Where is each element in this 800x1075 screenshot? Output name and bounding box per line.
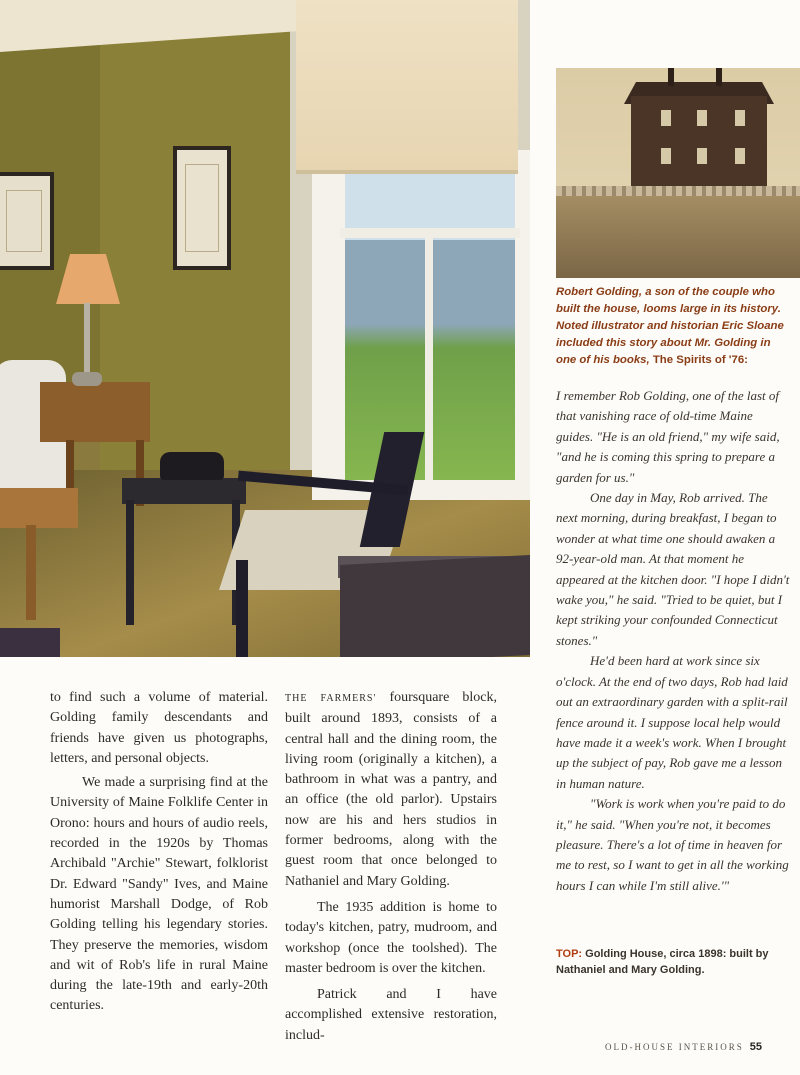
lamp-base — [72, 372, 102, 386]
quote-paragraph: I remember Rob Golding, one of the last of that vanishing race of old-time Maine guides. "He is an old friend," my wife said, "and he is coming this spring to prepare a garden for us." — [556, 388, 780, 485]
wooden-bench — [0, 488, 78, 528]
body-column-2 — [285, 688, 497, 1046]
inset-window — [661, 110, 671, 126]
body-paragraph: Patrick and I have accomplished extensive restoration, includ- — [285, 987, 497, 1043]
roller-shade — [296, 0, 518, 174]
folio — [605, 1041, 762, 1053]
chair-leg — [236, 560, 248, 657]
body-paragraph: foursquare block, built around 1893, consists of a central hall and the dining room, the living room (originally a kitchen), a bathroom in what was a pantry, and an office (the old parlor). Upstairs now are his and hers studios in former bedrooms, along with the guest room that once belonged to Nathaniel and Mary Golding. — [285, 690, 498, 889]
rotary-phone — [160, 452, 224, 480]
window-mullion — [425, 235, 433, 480]
quote-paragraph: He'd been hard at work since six o'clock. At the end of two days, Rob had laid out an extraordinary garden with a split-rail fence around it. I suppose local help would have made it a week's work. When I brought up the subject of pay, Rob gave me a lesson in human nature. — [556, 653, 788, 791]
inset-chimney — [716, 68, 722, 86]
framed-print-right — [173, 146, 231, 270]
body-column-1 — [50, 688, 268, 1017]
quote-paragraph: "Work is work when you're paid to do it," he said. "When you're not, it becomes pleasure. There's a lot of time in heaven for me to rest, so I want to get in all the working hours I can while I'm still alive.'" — [556, 796, 789, 893]
inset-stone-wall — [556, 186, 800, 196]
end-table — [40, 382, 150, 442]
phone-table — [122, 478, 246, 504]
inset-window — [735, 110, 745, 126]
body-paragraph: to find such a volume of material. Golding family descendants and friends have given us photographs, letters, and personal objects. — [50, 690, 268, 766]
framed-print-left — [0, 172, 54, 270]
rug — [0, 628, 60, 657]
bench-leg — [26, 525, 36, 620]
lamp-stem — [84, 303, 90, 379]
inset-chimney — [668, 68, 674, 86]
inset-window — [661, 148, 671, 164]
inset-window — [735, 148, 745, 164]
inset-ground — [556, 196, 800, 278]
sidebar-intro — [556, 284, 784, 369]
page-number: 55 — [749, 1041, 762, 1053]
sidebar-intro-text: Robert Golding, a son of the couple who built the house, looms large in its history. Noted illustrator and historian Eric Sloane included this story about Mr. Golding in one of his books, — [556, 286, 784, 366]
section-lead-in: THE FARMERS' — [285, 693, 377, 704]
dresser — [340, 555, 530, 657]
inset-house-photo — [556, 68, 800, 278]
photo-caption-text: Golding House, circa 1898: built by Nathaniel and Mary Golding. — [556, 948, 769, 976]
photo-caption — [556, 946, 792, 978]
sidebar-book-title: The Spirits of '76: — [652, 354, 748, 366]
inset-window — [697, 110, 707, 126]
photo-caption-lead: TOP: — [556, 948, 583, 960]
sidebar-quote — [556, 386, 792, 896]
body-paragraph: The 1935 addition is home to today's kitchen, patry, mudroom, and workshop (once the toolshed). The master bedroom is over the kitchen. — [285, 899, 497, 976]
room-photo — [0, 0, 530, 657]
publication-name: OLD-HOUSE INTERIORS — [605, 1042, 744, 1052]
phone-table-leg — [126, 500, 134, 625]
quote-paragraph: One day in May, Rob arrived. The next morning, during breakfast, I began to wonder at what time one should awaken a 92-year-old man. At that moment he appeared at the kitchen door. "I hope I didn't wake you," he said. "Tried to be quiet, but I kept striking your confounded Connecticut stones." — [556, 490, 790, 648]
body-paragraph: We made a surprising find at the University of Maine Folklife Center in Orono: hours and hours of audio reels, recorded in the 1920s by Thomas Archibald "Archie" Stewart, folklorist Dr. Edward "Sandy" Ives, and Maine humorist Marshall Dodge, of Rob Golding telling his legendary stories. They preserve the memories, wisdom and wit of Rob's life in rural Maine during the late-19th and early-20th centuries. — [50, 775, 268, 1014]
inset-window — [697, 148, 707, 164]
